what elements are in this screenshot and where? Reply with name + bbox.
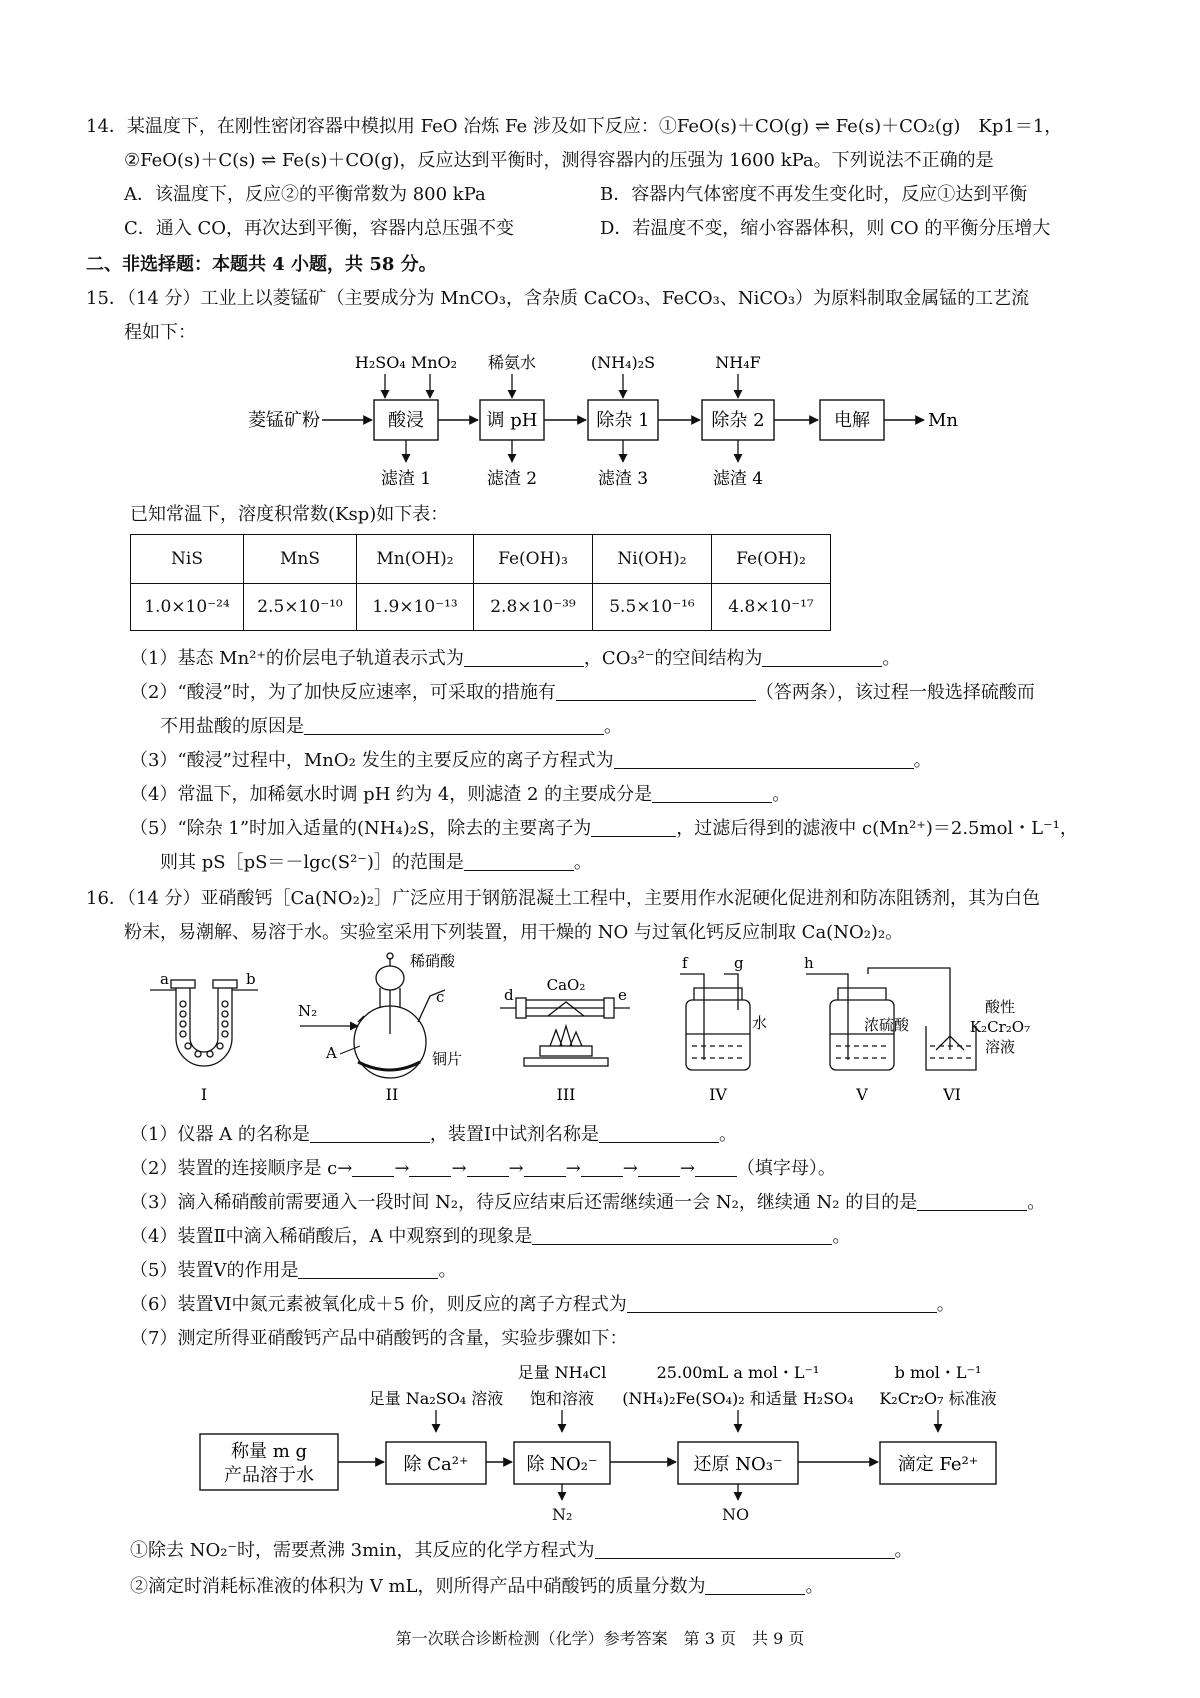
- page-footer: 第一次联合诊断检测（化学）参考答案 第 3 页 共 9 页: [395, 1629, 805, 1648]
- q14-option-c: C．通入 CO，再次达到平衡，容器内总压强不变: [124, 218, 515, 239]
- flow2-box-3-label: 除 NO₂⁻: [526, 1454, 598, 1475]
- flow2-box-1-line-1: 称量 m g: [230, 1441, 308, 1462]
- answer-blank[interactable]: [310, 1124, 430, 1143]
- q14-line-2: ②FeO(s)＋C(s) ⇌ Fe(s)＋CO(g)，反应达到平衡时，测得容器内的压强为 1600 kPa。下列说法不正确的是: [124, 150, 994, 171]
- answer-blank[interactable]: [467, 1158, 509, 1177]
- answer-blank[interactable]: [627, 1294, 937, 1313]
- label-copper: 铜片: [432, 1050, 463, 1068]
- ksp-header: Ni(OH)₂: [593, 535, 712, 584]
- ksp-header: Mn(OH)₂: [357, 535, 474, 584]
- q16-part-1: ①除去 NO₂⁻时，需要煮沸 3min，其反应的化学方程式为 。: [130, 1540, 913, 1561]
- flow2-reagent-3a: 25.00mL a mol・L⁻¹: [656, 1363, 820, 1382]
- ksp-value: 1.9×10⁻¹³: [357, 584, 474, 631]
- flow-box-4-label: 除杂 2: [711, 410, 765, 431]
- answer-blank[interactable]: [638, 1158, 680, 1177]
- answer-blank[interactable]: [705, 1576, 805, 1595]
- q16-part-2: ②滴定时消耗标准液的体积为 V mL，则所得产品中硝酸钙的质量分数为 。: [130, 1576, 824, 1597]
- ksp-value: 4.8×10⁻¹⁷: [712, 584, 831, 631]
- label-a: a: [160, 970, 169, 988]
- q16-sub-4: （4）装置Ⅱ中滴入稀硝酸后，A 中观察到的现象是 。: [130, 1226, 851, 1247]
- apparatus-ii: [300, 953, 445, 1078]
- apparatus-label-4: IV: [709, 1085, 727, 1104]
- flow2-box-2-label: 除 Ca²⁺: [403, 1454, 469, 1475]
- flow-box-3-label: 除杂 1: [596, 410, 650, 431]
- label-acidic: 酸性: [984, 998, 1016, 1016]
- flow-box-5-label: 电解: [834, 410, 870, 431]
- flow-residue-3: 滤渣 3: [597, 469, 649, 489]
- measurement-flow: [0, 1356, 1200, 1506]
- label-c: c: [436, 988, 445, 1006]
- flow2-reagent-1: 足量 Na₂SO₄ 溶液: [368, 1389, 504, 1408]
- flow2-reagent-3b: (NH₄)₂Fe(SO₄)₂ 和适量 H₂SO₄: [622, 1389, 854, 1408]
- label-water: 水: [752, 1014, 768, 1032]
- section-heading: 二、非选择题：本题共 4 小题，共 58 分。: [86, 254, 437, 275]
- flow2-reagent-2b: 饱和溶液: [529, 1389, 595, 1408]
- answer-blank[interactable]: [532, 1226, 832, 1245]
- flow2-output-2: NO: [722, 1505, 750, 1524]
- ksp-value: 5.5×10⁻¹⁶: [593, 584, 712, 631]
- apparatus-label-5: V: [856, 1085, 868, 1104]
- ksp-value: 2.5×10⁻¹⁰: [244, 584, 357, 631]
- apparatus-label-3: III: [556, 1085, 576, 1104]
- ksp-header: Fe(OH)₂: [712, 535, 831, 584]
- answer-blank[interactable]: [352, 1158, 394, 1177]
- answer-blank[interactable]: [695, 1158, 737, 1177]
- q14-option-d: D．若温度不变，缩小容器体积，则 CO 的平衡分压增大: [600, 218, 1051, 239]
- answer-blank[interactable]: [556, 682, 756, 701]
- flow-box-2-label: 调 pH: [486, 410, 538, 431]
- label-A: A: [326, 1044, 337, 1062]
- q16-sub-3: （3）滴入稀硝酸前需要通入一段时间 N₂，待反应结束后还需继续通一会 N₂，继续通 N₂ 的目的是 。: [130, 1192, 1046, 1213]
- label-k2cr2o7: K₂Cr₂O₇: [969, 1018, 1031, 1036]
- q16-line-1: 16．（14 分）亚硝酸钙［Ca(NO₂)₂］广泛应用于钢筋混凝土工程中，主要用作水泥硬化促进剂和防冻阻锈剂，其为白色: [86, 888, 1041, 909]
- answer-blank[interactable]: [599, 1124, 719, 1143]
- q16-sub-1: （1）仪器 A 的名称是 ，装置Ⅰ中试剂名称是 。: [130, 1124, 738, 1145]
- flow-residue-2: 滤渣 2: [486, 469, 538, 489]
- q15-sub-3: （3）“酸浸”过程中，MnO₂ 发生的主要反应的离子方程式为 。: [130, 750, 932, 771]
- answer-blank[interactable]: [581, 1158, 623, 1177]
- apparatus-label-2: II: [385, 1085, 399, 1104]
- answer-blank[interactable]: [762, 648, 882, 667]
- flow-start: 菱锰矿粉: [248, 410, 320, 431]
- q16-sub-2: （2）装置的连接顺序是 c→ → → → → → → （填字母）。: [130, 1158, 836, 1179]
- apparatus-iv: [680, 974, 750, 1070]
- flow-input-2: 稀氨水: [487, 353, 537, 372]
- ksp-header: MnS: [244, 535, 357, 584]
- flow2-reagent-2a: 足量 NH₄Cl: [517, 1363, 607, 1382]
- apparatus-i: [150, 980, 258, 1066]
- apparatus-label-6: VI: [943, 1085, 961, 1104]
- flow2-reagent-4a: b mol・L⁻¹: [894, 1363, 982, 1382]
- apparatus-iii: [500, 998, 630, 1066]
- ksp-value: 2.8×10⁻³⁹: [474, 584, 593, 631]
- q14-option-a: A．该温度下，反应②的平衡常数为 800 kPa: [124, 184, 486, 205]
- apparatus-label-1: I: [200, 1085, 208, 1104]
- q15-process-flow: [0, 340, 1200, 490]
- ksp-intro: 已知常温下，溶度积常数(Ksp)如下表：: [130, 504, 449, 525]
- answer-blank[interactable]: [595, 1540, 895, 1559]
- flow-residue-4: 滤渣 4: [712, 469, 764, 489]
- q14-line-1: 14．某温度下，在刚性密闭容器中模拟用 FeO 冶炼 Fe 涉及如下反应：①FeO(s)＋CO(g) ⇌ Fe(s)＋CO₂(g) Kp1＝1，: [86, 116, 1063, 137]
- label-conc-sulfuric: 浓硫酸: [864, 1016, 910, 1034]
- answer-blank[interactable]: [464, 852, 574, 871]
- flow-end: Mn: [928, 410, 959, 431]
- ksp-header: NiS: [131, 535, 244, 584]
- q16-line-2: 粉末，易潮解、易溶于水。实验室采用下列装置，用干燥的 NO 与过氧化钙反应制取 Ca(NO₂)₂。: [124, 922, 904, 943]
- q15-sub-5: （5）“除杂 1”时加入适量的(NH₄)₂S，除去的主要离子为 ，过滤后得到的滤液中 c(Mn²⁺)＝2.5mol・L⁻¹，: [130, 818, 1078, 839]
- flow2-output-1: N₂: [552, 1505, 573, 1524]
- apparatus-diagram: [0, 950, 1200, 1110]
- label-f: f: [682, 954, 688, 972]
- label-solution: 溶液: [984, 1038, 1016, 1056]
- label-d: d: [504, 986, 514, 1004]
- ksp-value: 1.0×10⁻²⁴: [131, 584, 244, 631]
- label-cao2: CaO₂: [546, 976, 586, 994]
- ksp-header: Fe(OH)₃: [474, 535, 593, 584]
- flow-residue-1: 滤渣 1: [380, 469, 432, 489]
- answer-blank[interactable]: [917, 1192, 1027, 1211]
- label-b: b: [246, 970, 256, 988]
- answer-blank[interactable]: [591, 818, 676, 837]
- answer-blank[interactable]: [298, 1260, 438, 1279]
- flow2-box-5-label: 滴定 Fe²⁺: [897, 1454, 979, 1475]
- label-e: e: [618, 986, 627, 1004]
- label-h: h: [804, 954, 814, 972]
- flow-input-4: NH₄F: [715, 353, 761, 372]
- answer-blank[interactable]: [409, 1158, 451, 1177]
- label-n2: N₂: [298, 1002, 318, 1020]
- q15-sub-1: （1）基态 Mn²⁺的价层电子轨道表示式为 ，CO₃²⁻的空间结构为 。: [130, 648, 901, 669]
- flow2-box-4-label: 还原 NO₃⁻: [693, 1454, 783, 1475]
- answer-blank[interactable]: [464, 648, 584, 667]
- q16-sub-6: （6）装置Ⅵ中氮元素被氧化成＋5 价，则反应的离子方程式为 。: [130, 1294, 955, 1315]
- q15-sub-2: （2）“酸浸”时，为了加快反应速率，可采取的措施有 （答两条），该过程一般选择硫酸而: [130, 682, 1035, 703]
- q16-sub-7: （7）测定所得亚硝酸钙产品中硝酸钙的含量，实验步骤如下：: [130, 1328, 628, 1349]
- q15-sub-4: （4）常温下，加稀氨水时调 pH 约为 4，则滤渣 2 的主要成分是 。: [130, 784, 791, 805]
- q15-line-1: 15．（14 分）工业上以菱锰矿（主要成分为 MnCO₃，含杂质 CaCO₃、FeCO₃、NiCO₃）为原料制取金属锰的工艺流: [86, 288, 1030, 309]
- q15-sub-2-cont: 不用盐酸的原因是 。: [160, 716, 622, 737]
- flow-box-1-label: 酸浸: [388, 410, 424, 431]
- label-dilute-nitric: 稀硝酸: [410, 952, 456, 970]
- answer-blank[interactable]: [524, 1158, 566, 1177]
- flow2-reagent-4b: K₂Cr₂O₇ 标准液: [879, 1389, 997, 1408]
- flow-input-3: (NH₄)₂S: [590, 353, 656, 372]
- flow-input-1: H₂SO₄ MnO₂: [354, 353, 458, 372]
- label-g: g: [734, 954, 744, 972]
- answer-blank[interactable]: [304, 716, 604, 735]
- q16-sub-5: （5）装置Ⅴ的作用是 。: [130, 1260, 457, 1281]
- answer-blank[interactable]: [614, 750, 914, 769]
- q15-line-2: 程如下：: [124, 322, 196, 343]
- flow2-box-1-line-2: 产品溶于水: [224, 1465, 314, 1486]
- q15-sub-5-cont: 则其 pS［pS＝－lgc(S²⁻)］的范围是 。: [160, 852, 592, 873]
- ksp-table: [130, 534, 831, 631]
- q14-option-b: B．容器内气体密度不再发生变化时，反应①达到平衡: [600, 184, 1028, 205]
- answer-blank[interactable]: [652, 784, 772, 803]
